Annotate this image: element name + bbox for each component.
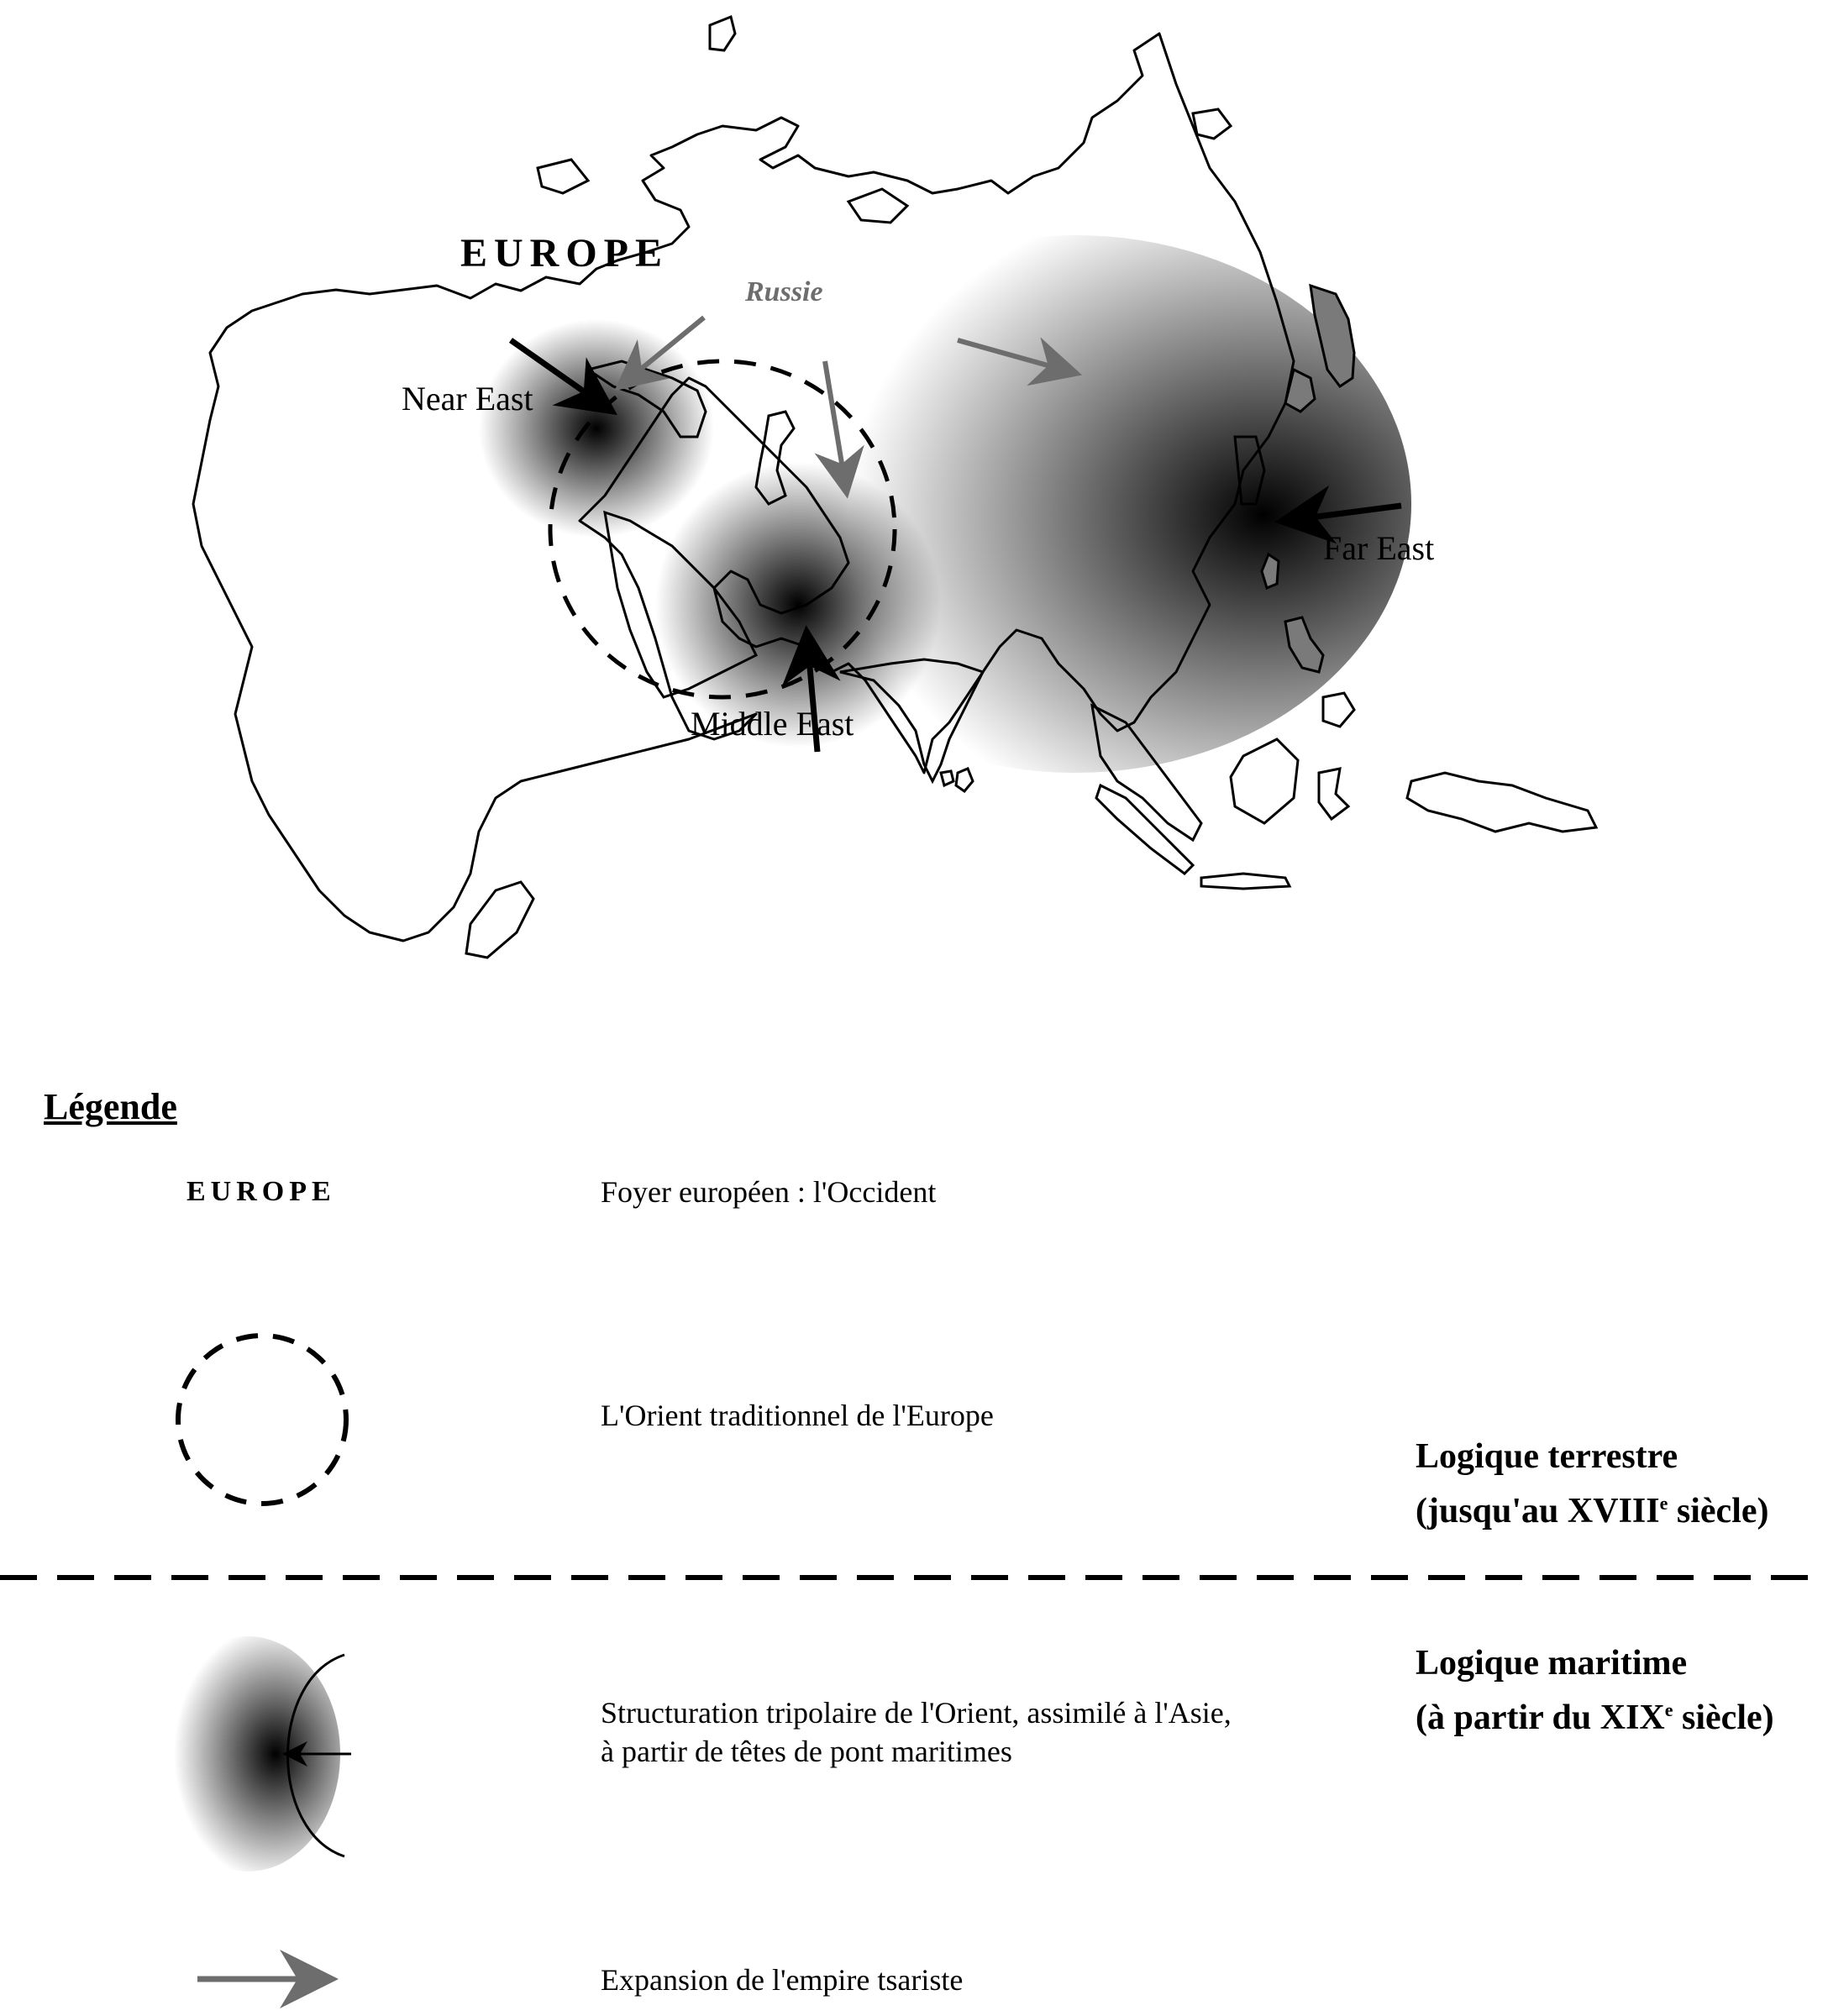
middle-east-label: Middle East: [691, 705, 854, 743]
dashed-circle-icon: [178, 1336, 346, 1504]
sea-logic-title: Logique maritime: [1416, 1644, 1688, 1683]
land-logic-title: Logique terrestre: [1416, 1437, 1678, 1476]
legend-desc-tsarist: Expansion de l'empire tsariste: [601, 1963, 964, 1997]
svalbard: [848, 189, 907, 223]
arctic-island: [1193, 109, 1231, 139]
legend-title: Légende: [44, 1086, 177, 1127]
cyprus-sicily: [941, 771, 953, 785]
far-east-pole: [739, 235, 1411, 773]
legend-desc-tripolar-2: à partir de têtes de pont maritimes: [601, 1735, 1012, 1768]
legend-desc-occident: Foyer européen : l'Occident: [601, 1175, 937, 1209]
russie-label: Russie: [745, 276, 823, 307]
sea-logic-period: (à partir du XIXe siècle): [1416, 1698, 1774, 1737]
new-guinea: [1407, 773, 1596, 832]
near-east-label: Near East: [402, 380, 533, 417]
legend-desc-orient: L'Orient traditionnel de l'Europe: [601, 1399, 994, 1432]
madagascar: [466, 882, 533, 958]
land-logic-period: (jusqu'au XVIIIe siècle): [1416, 1492, 1769, 1530]
greenland-fragment: [710, 17, 735, 50]
sulawesi: [1319, 769, 1348, 819]
philippines-south: [1323, 693, 1354, 727]
novaya-zemlya: [538, 160, 588, 193]
java: [1201, 874, 1290, 889]
far-east-label: Far East: [1323, 529, 1435, 567]
sri-lanka: [956, 769, 973, 791]
borneo: [1231, 739, 1298, 823]
europe-label: EUROPE: [460, 231, 670, 276]
legend-europe-symbol: EUROPE: [186, 1176, 336, 1207]
legend-desc-tripolar-1: Structuration tripolaire de l'Orient, assimilé à l'Asie,: [601, 1696, 1232, 1730]
